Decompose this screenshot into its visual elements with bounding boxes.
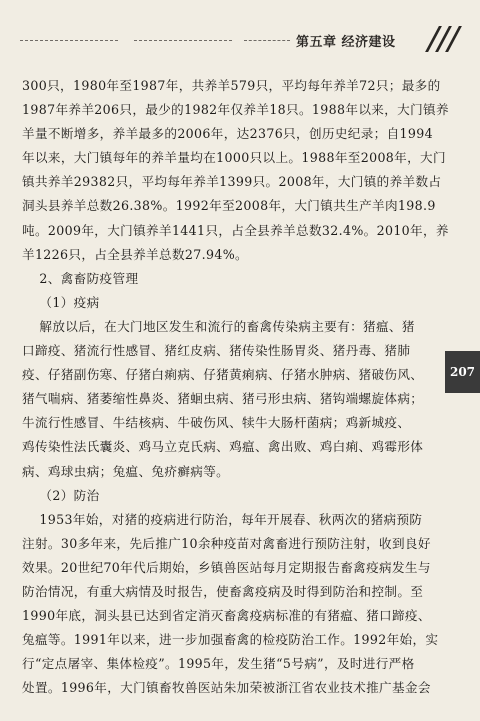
section-heading: 2、禽畜防疫管理 xyxy=(22,270,139,286)
subsection-heading: （2）防治 xyxy=(22,487,100,503)
text-line: 300只，1980年至1987年，共养羊579只，平均每年养羊72只；最多的 xyxy=(22,78,441,93)
page-number-tab: 207 xyxy=(445,351,480,393)
text-line: 注射。30多年来，先后推广10余种疫苗对禽畜进行预防注射，收到良好 xyxy=(22,535,431,551)
text-line: 病、鸡球虫病；兔瘟、兔疥癣病等。 xyxy=(22,463,230,479)
text-line: 行“定点屠宰、集体检疫”。1995年，发生猪“5号病”，及时进行严格 xyxy=(22,656,415,672)
subsection-heading: （1）疫病 xyxy=(22,294,100,310)
text-line: 口蹄疫、猪流行性感冒、猪红皮病、猪传染性肠胃炎、猪丹毒、猪肺 xyxy=(22,343,411,359)
text-line: 猪气喘病、猪萎缩性鼻炎、猪蛔虫病、猪弓形虫病、猪钩端螺旋体病； xyxy=(22,391,424,407)
header-dashed-rule xyxy=(20,40,118,41)
text-line: 鸡传染性法氏囊炎、鸡马立克氏病、鸡瘟、禽出败、鸡白痢、鸡霉形体 xyxy=(22,439,424,455)
header-dashed-rule xyxy=(244,40,290,41)
text-line: 1953年始，对猪的疫病进行防治，每年开展春、秋两次的猪病预防 xyxy=(22,511,423,527)
text-line: 解放以后，在大门地区发生和流行的畜禽传染病主要有：猪瘟、猪 xyxy=(22,318,415,334)
text-line: 年以来，大门镇每年的养羊量均在1000只以上。1988年至2008年，大门 xyxy=(22,150,446,166)
text-line: 羊量不断增多，养羊最多的2006年，达2376只，创历史纪录；自1994 xyxy=(22,126,433,142)
text-line: 吨。2009年，大门镇养羊1441只，占全县养羊总数32.4%。2010年，养 xyxy=(22,222,449,238)
chapter-title: 第五章 经济建设 xyxy=(296,35,396,50)
body-text xyxy=(22,74,449,700)
text-line: 疫、仔猪副伤寒、仔猪白痢病、仔猪黄痢病、仔猪水肿病、猪破伤风、 xyxy=(22,367,424,383)
text-line: 处置。1996年，大门镇畜牧兽医站朱加荣被浙江省农业技术推广基金会 xyxy=(22,680,431,696)
running-header xyxy=(0,0,480,62)
text-line: 镇共养羊29382只，平均每年养羊1399只。2008年，大门镇的养羊数占 xyxy=(22,174,442,190)
text-line: 牛流行性感冒、牛结核病、牛破伤风、犊牛大肠杆菌病；鸡新城疫、 xyxy=(22,415,411,431)
text-line: 羊1226只，占全县养羊总数27.94%。 xyxy=(22,246,248,262)
text-line: 1987年养羊206只，最少的1982年仅养羊18只。1988年以来，大门镇养 xyxy=(22,102,449,118)
text-line: 洞头县养羊总数26.38%。1992年至2008年，大门镇共生产羊肉198.9 xyxy=(22,198,436,214)
text-line: 效果。20世纪70年代后期始，乡镇兽医站每月定期报告畜禽疫病发生与 xyxy=(22,559,431,575)
text-line: 防治情况，有重大病情及时报告，使畜禽疫病及时得到防治和控制。至 xyxy=(22,583,424,599)
text-line: 兔瘟等。1991年以来，进一步加强畜禽的检疫防治工作。1992年始，实 xyxy=(22,632,439,648)
text-line: 1990年底，洞头县已达到省定消灭畜禽疫病标准的有猪瘟、猪口蹄疫、 xyxy=(22,608,431,624)
header-dashed-rule xyxy=(134,40,232,41)
